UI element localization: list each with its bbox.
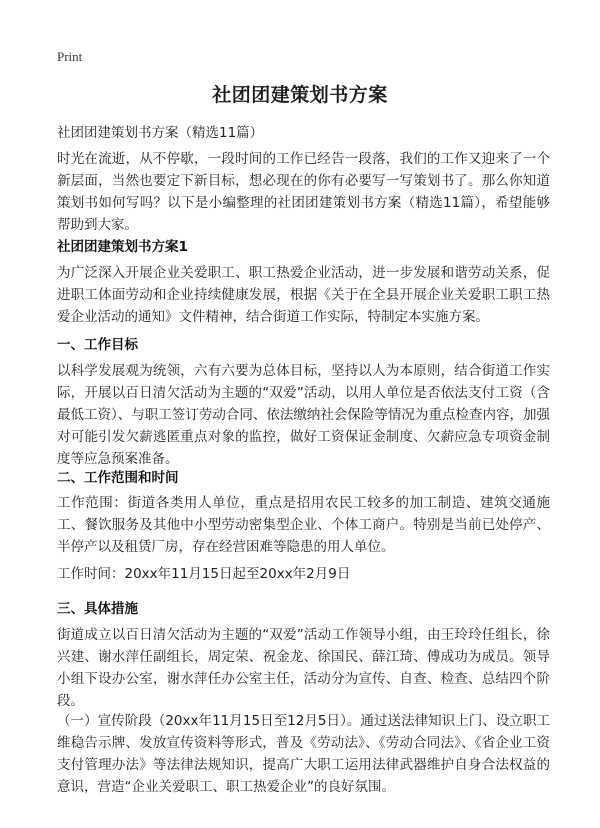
publicity-stage-paragraph: （一）宣传阶段（20xx年11月15日至12月5日）。通过送法律知识上门、设立职工维稳告示牌、发放宣传资料等形式，普及《劳动法》、《劳动合同法》、《省企业工资支付管理办法》等法律法规知识，提高广大职工运用法律武器维护自身合法权益的意识，营造“企业关爱职工、职工热爱企业”的良好氛围。 [57,713,550,795]
document-subtitle: 社团团建策划书方案（精选11篇） [57,125,264,141]
section-heading-plan-1: 社团团建策划书方案1 [57,239,188,255]
measures-paragraph: 街道成立以百日清欠活动为主题的“双爱”活动工作领导小组，由王玲玲任组长，徐兴建、谢水萍任副组长，周定荣、祝金龙、徐国民、薛江琦、傅成功为成员。领导小组下设办公室，谢水萍任办公室主任，活动分为宣传、自查、检查、总结四个阶段。 [57,627,550,709]
intro-paragraph: 时光在流逝，从不停歇，一段时间的工作已经告一段落，我们的工作又迎来了一个新层面，当然也要定下新目标，想必现在的你有必要写一写策划书了。那么你知道策划书如何写吗？以下是小编整理的社团团建策划书方案（精选11篇），希望能够帮助到大家。 [57,151,550,233]
page-title: 社团团建策划书方案 [212,84,388,106]
work-goals-paragraph: 以科学发展观为统领，六有六要为总体目标，坚持以人为本原则，结合街道工作实际，开展以百日清欠活动为主题的“双爱”活动，以用人单位是否依法支付工资（含最低工资）、与职工签订劳动合同、依法缴纳社会保险等情况为重点检查内容，加强对可能引发欠薪逃匿重点对象的监控，做好工资保证金制度、欠薪应急专项资金制度等应急预案准备。 [57,363,550,467]
heading-specific-measures: 三、具体措施 [57,601,138,617]
heading-work-goals: 一、工作目标 [57,337,138,353]
work-time-line: 工作时间：20xx年11月15日起至20xx年2月9日 [57,566,351,582]
heading-scope-and-time: 二、工作范围和时间 [57,470,179,486]
scope-paragraph: 工作范围：街道各类用人单位，重点是招用农民工较多的加工制造、建筑交通施工、餐饮服务及其他中小型劳动密集型企业、个体工商户。特别是当前已处停产、半停产以及租赁厂房，存在经营困难等隐患的用人单位。 [57,495,550,555]
plan-1-paragraph: 为广泛深入开展企业关爱职工、职工热爱企业活动，进一步发展和谐劳动关系，促进职工体面劳动和企业持续健康发展，根据《关于在全县开展企业关爱职工职工热爱企业活动的通知》文件精神，结合街道工作实际，特制定本实施方案。 [57,265,550,325]
print-link[interactable]: Print [57,49,83,64]
